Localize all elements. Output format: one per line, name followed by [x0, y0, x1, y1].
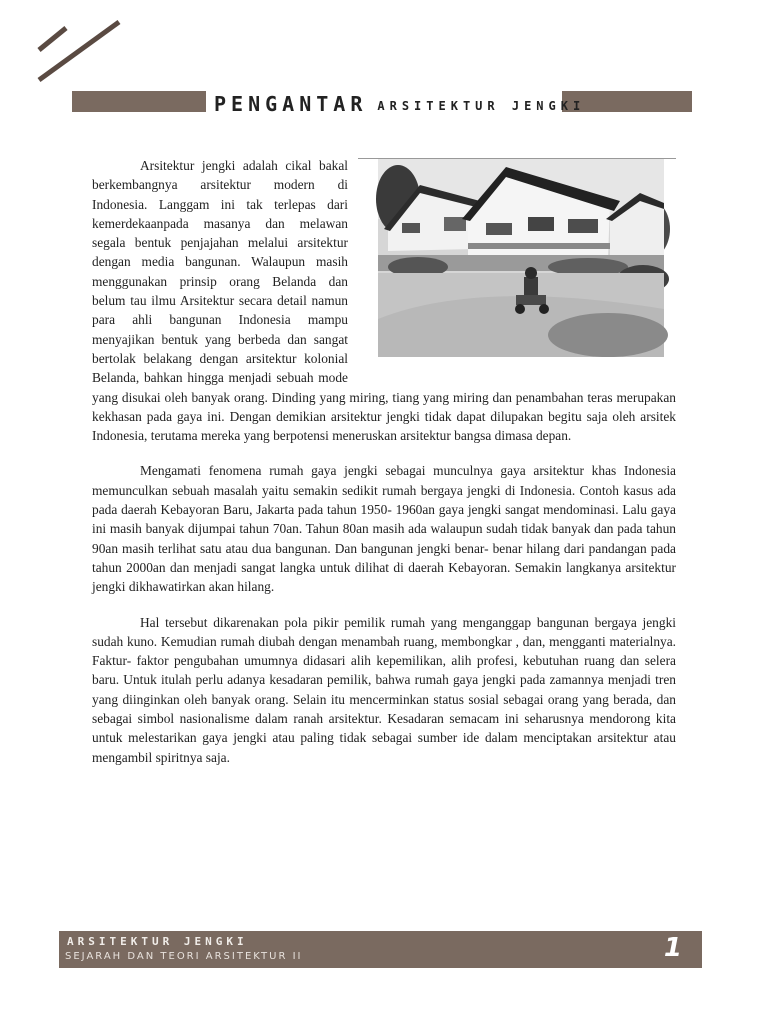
paragraph-2: Mengamati fenomena rumah gaya jengki sebagai munculnya gaya arsitektur khas Indonesia memunculkan sebuah masalah yaitu semakin sedikit rumah bergaya jengki di Indonesia. Contoh kasus ada pada daerah Kebayoran Baru, Jakarta pada tahun 1950- 1960an gaya jengki sangat mendominasi. Lalu gaya ini masih banyak dijumpai tahun 70an. Tahun 80an masih ada walaupun sudah tidak banyak dan pada tahun 90an masih terlihat satu atau dua bangunan. Dan bangunan jengki benar- benar hilang dari pandangan pada tahun 2000an dan menjadi sangat langka untuk dilihat di daerah Kebayoran. Semakin langkanya arsitektur jengki dikhawatirkan akan hilang. [92, 463, 676, 595]
footer-title: ARSITEKTUR JENGKI [67, 935, 248, 948]
footer-subtitle: SEJARAH DAN TEORI ARSITEKTUR II [65, 951, 303, 962]
paragraph-1: Arsitektur jengki adalah cikal bakal berkembangnya arsitektur modern di Indonesia. Langgam ini tak terlepas dari kemerdekaanpada masanya dan melawan segala bentuk penjajahan melalui arsitektur dengan media bangunan. Walaupun masih menggunakan prinsip orang Belanda dan belum tau ilmu Arsitektur secara detail namun para ahli bangunan Indonesia mampu menyajikan bentuk yang berbeda dan sangat bertolak belakang dengan arsitektur kolonial Belanda, bahkan hingga menjadi sebuah mode yang disukai oleh banyak orang. Dinding yang miring, tiang yang miring dan penambahan teras merupakan kekhasan pada gaya ini. Dengan demikian arsitektur jengki tidak dapat dilupakan begitu saja oleh arsitek Indonesia, terutama mereka yang berpotensi meneruskan arsitektur bangsa dimasa depan. [92, 158, 676, 444]
paragraph-3: Hal tersebut dikarenakan pola pikir pemilik rumah yang menganggap bangunan bergaya jengki sudah kuno. Kemudian rumah diubah dengan menambah ruang, membongkar , dan, mengganti materialnya. Faktur- faktor pengubahan umumnya didasari alih kepemilikan, alih profesi, kebutuhan ruang dan selera baru. Untuk itulah perlu adanya kesadaran pemilik, bahwa rumah gaya jengki pada zamannya menjadi tren yang diinginkan oleh banyak orang. Selain itu mencerminkan status sosial sebagai orang yang berada, dan sebagai simbol nasionalisme dalam ranah arsitektur. Kesadaran semacam ini seharusnya mendorong kita untuk melestarikan gaya jengki atau paling tidak sebagai sumber ide dalam menciptakan arsitektur atau mengambil spiritnya saja. [92, 614, 676, 765]
page-title-main: PENGANTAR [214, 92, 368, 116]
jengki-house-photo [358, 158, 676, 363]
house-photo-image [358, 159, 676, 363]
page-footer [59, 931, 702, 968]
article-body [92, 156, 676, 783]
page-title-sub: ARSITEKTUR JENGKI [377, 99, 586, 113]
decorative-diagonal-lines-icon [34, 18, 134, 88]
page-title [214, 86, 586, 116]
page-number: 1 [663, 933, 682, 963]
header-accent-bar-left [72, 91, 206, 112]
